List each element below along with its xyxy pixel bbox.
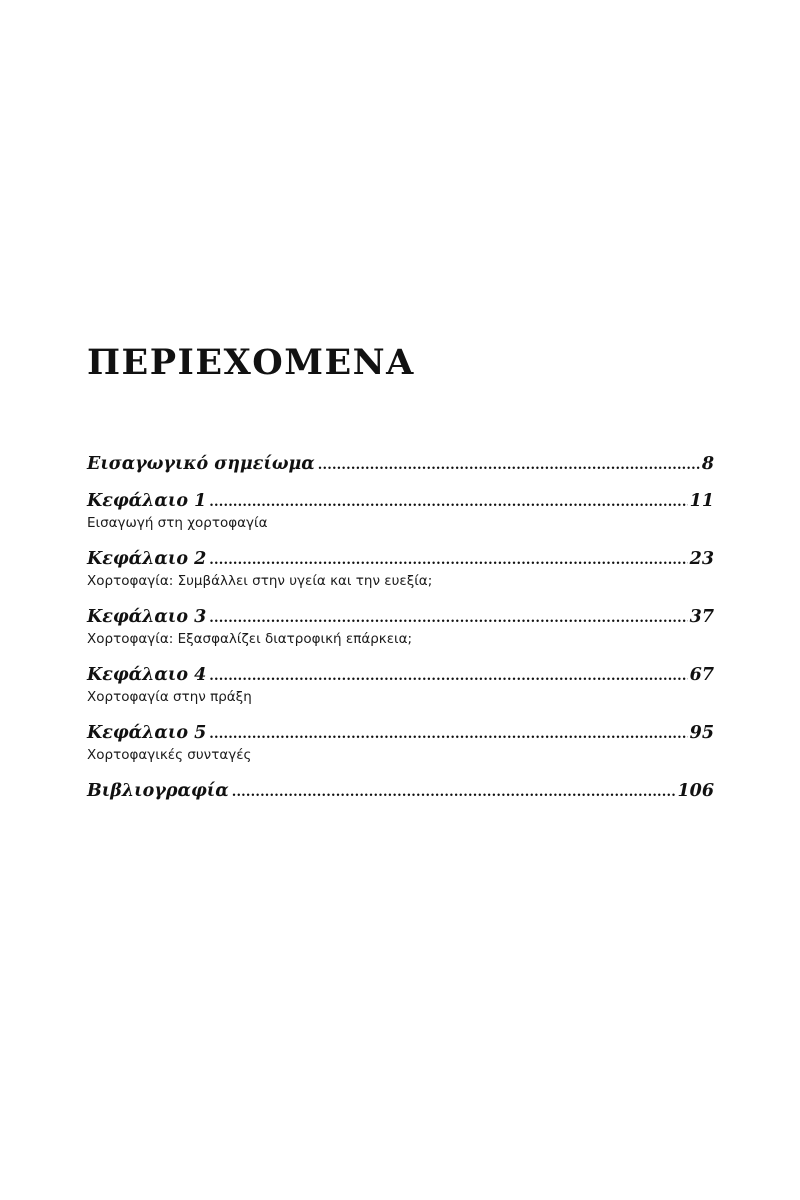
dot-leader	[209, 663, 687, 691]
toc-entry-label: Κεφάλαιο 1	[87, 491, 207, 511]
dot-leader	[232, 779, 676, 807]
toc-entry-line	[87, 545, 714, 573]
toc-entry-line	[87, 487, 714, 515]
toc-entry-label: Κεφάλαιο 4	[87, 665, 207, 685]
toc-entry-label: Κεφάλαιο 2	[87, 549, 207, 569]
toc-entry-chapter-4	[87, 661, 714, 707]
toc-entry-chapter-1	[87, 487, 714, 533]
dot-leader	[209, 489, 687, 517]
toc-entry-subtitle: Χορτοφαγία στην πράξη	[87, 689, 252, 705]
toc-entry-label: Εισαγωγικό σημείωμα	[87, 454, 315, 474]
toc-entry-line	[87, 661, 714, 689]
toc-entry-bibliography	[87, 777, 714, 805]
toc-entry-line	[87, 777, 714, 805]
toc-page-number: 23	[689, 549, 714, 569]
toc-entry-line	[87, 719, 714, 747]
toc-entry-line	[87, 450, 714, 478]
toc-page-number: 8	[701, 454, 714, 474]
toc-entry-introduction	[87, 450, 714, 478]
toc-entry-chapter-3	[87, 603, 714, 649]
toc-page-number: 37	[689, 607, 714, 627]
table-of-contents	[87, 450, 714, 805]
toc-entry-line	[87, 603, 714, 631]
toc-entry-chapter-5	[87, 719, 714, 765]
toc-page-number: 67	[689, 665, 714, 685]
page-title: ΠΕΡΙΕΧΟΜΕΝΑ	[87, 342, 415, 383]
dot-leader	[209, 721, 687, 749]
toc-page-number: 95	[689, 723, 714, 743]
toc-entry-subtitle: Χορτοφαγικές συνταγές	[87, 747, 252, 763]
toc-page-number: 11	[689, 491, 714, 511]
toc-entry-subtitle: Χορτοφαγία: Εξασφαλίζει διατροφική επάρκεια;	[87, 631, 413, 647]
toc-entry-subtitle: Εισαγωγή στη χορτοφαγία	[87, 515, 268, 531]
dot-leader	[318, 452, 700, 480]
toc-entry-subtitle: Χορτοφαγία: Συμβάλλει στην υγεία και την ευεξία;	[87, 573, 433, 589]
toc-entry-label: Βιβλιογραφία	[87, 781, 229, 801]
toc-page-number: 106	[677, 781, 714, 801]
toc-entry-chapter-2	[87, 545, 714, 591]
toc-entry-label: Κεφάλαιο 3	[87, 607, 207, 627]
toc-entry-label: Κεφάλαιο 5	[87, 723, 207, 743]
